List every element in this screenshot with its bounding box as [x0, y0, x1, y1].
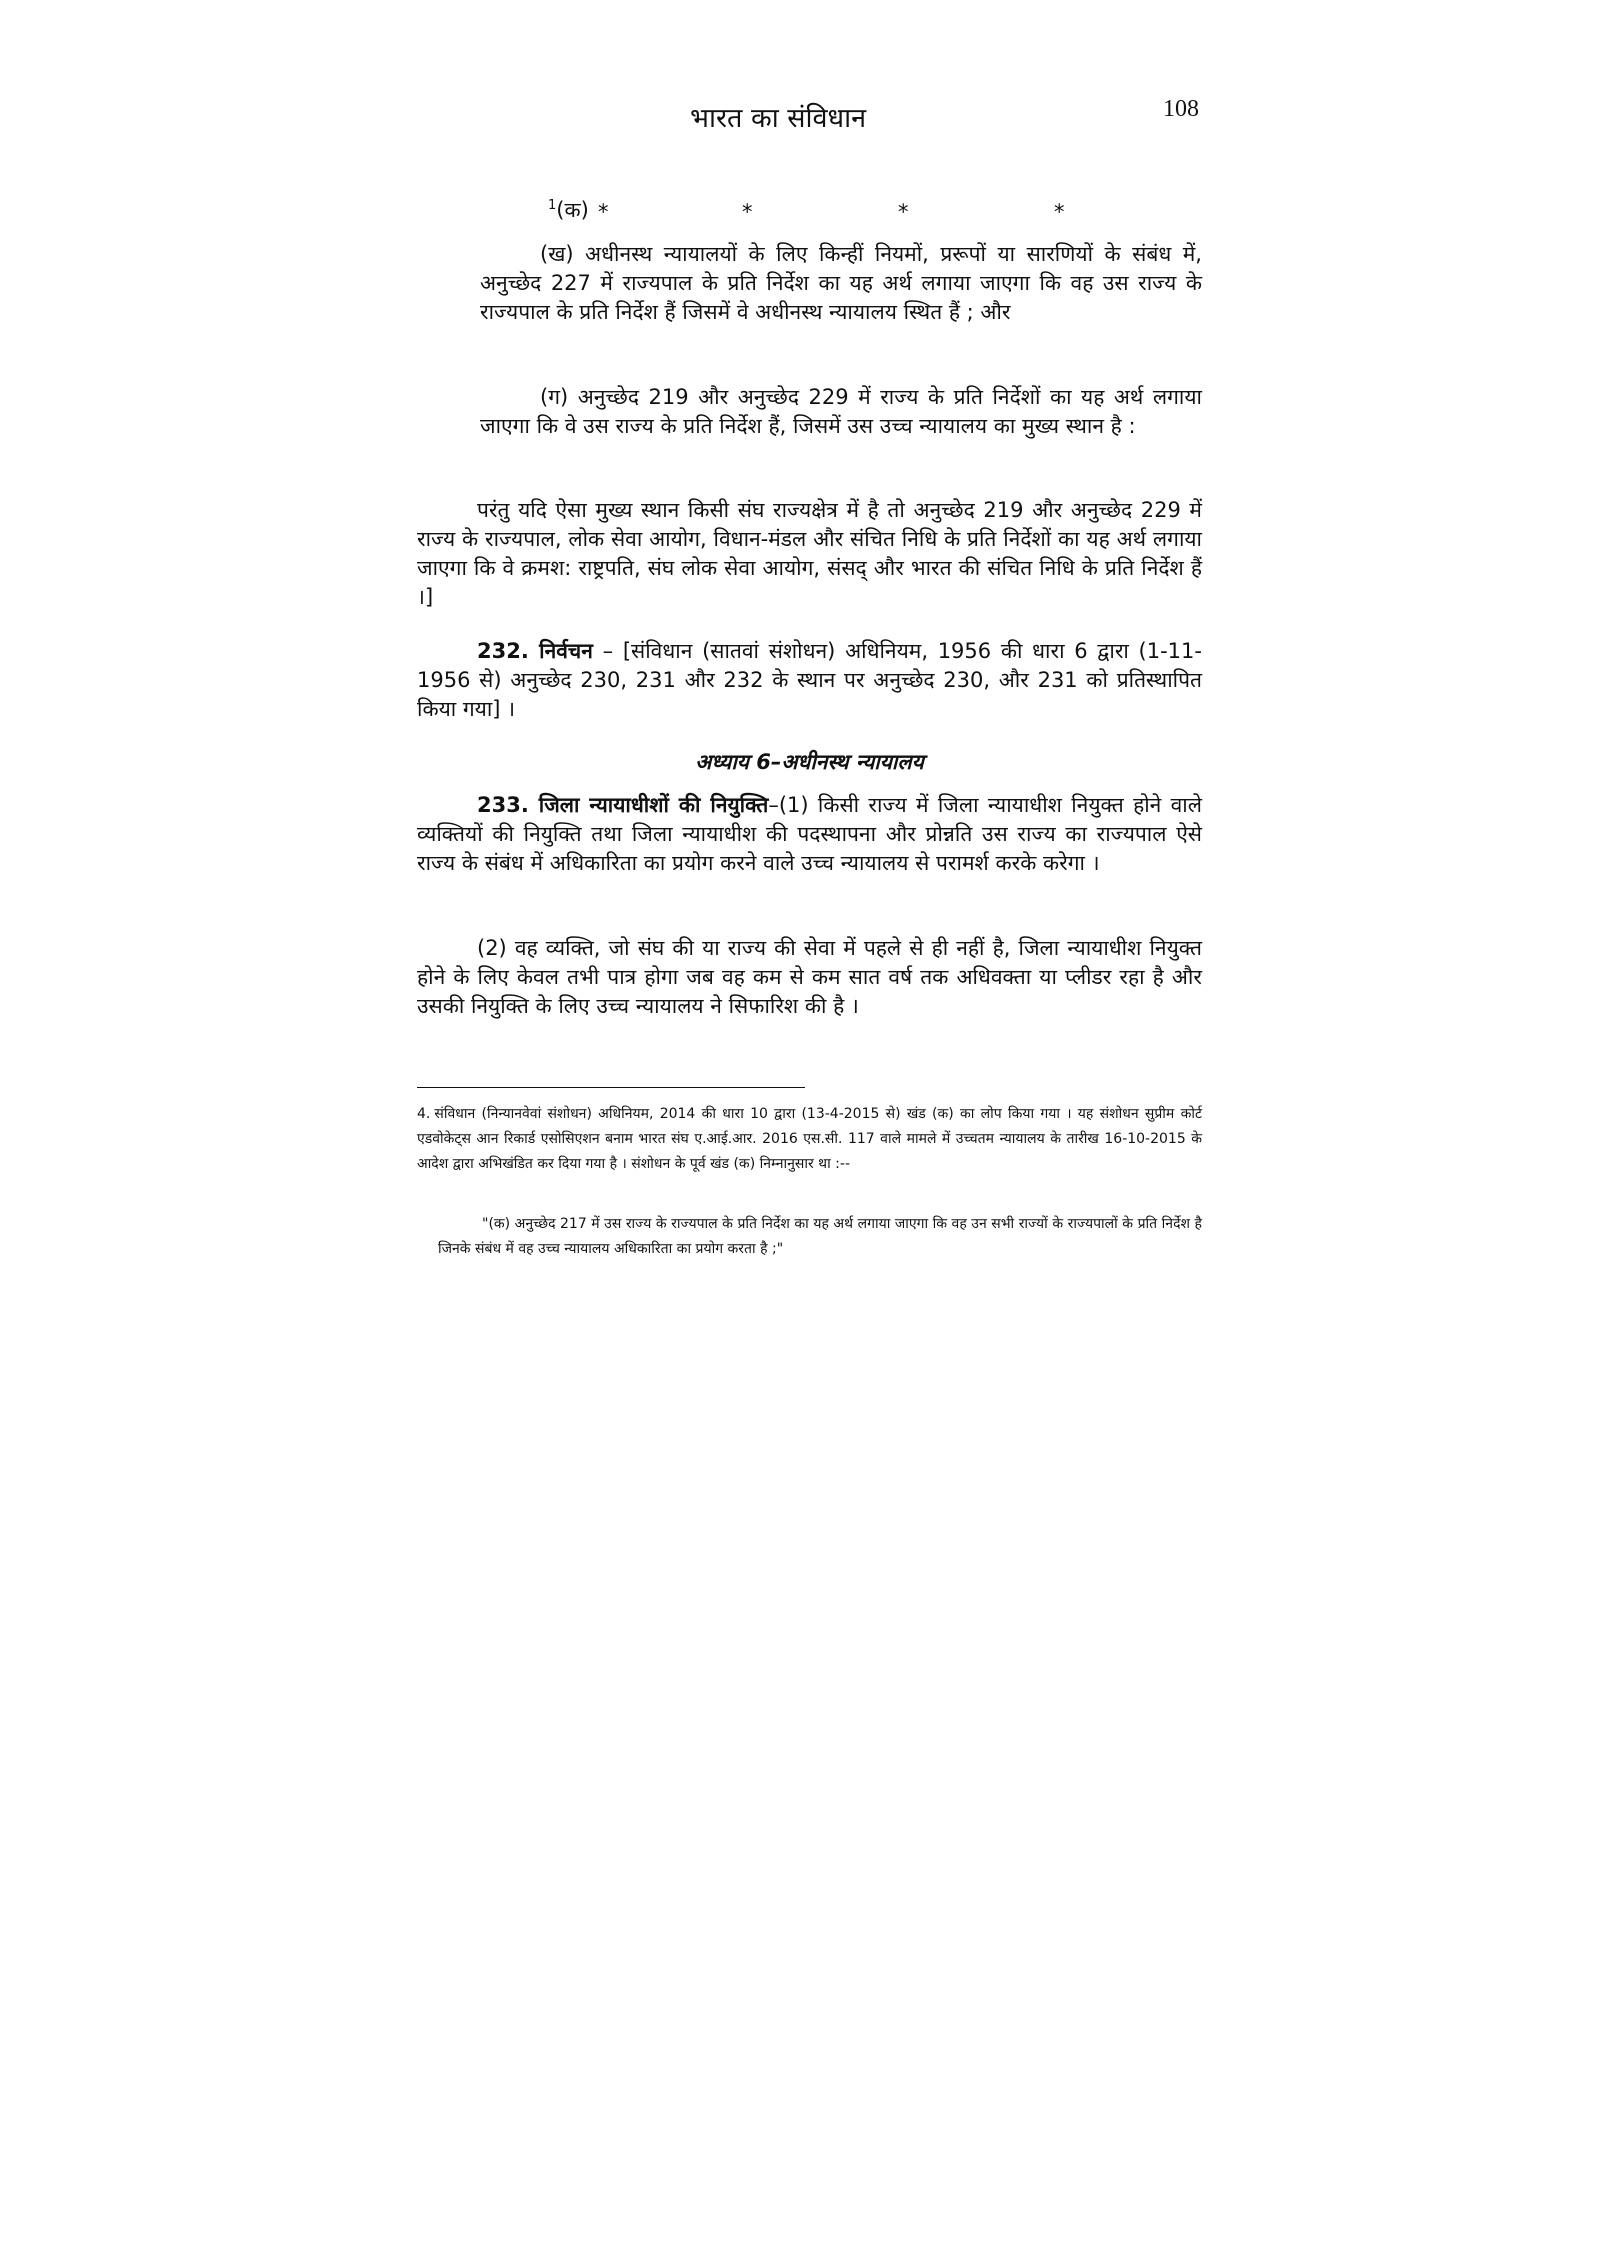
- article-233-clause-2: (2) वह व्यक्ति, जो संघ की या राज्य की सेवा में पहले से ही नहीं है, जिला न्यायाधीश नियुक्त होने के लिए केवल तभी पात्र होगा जब वह कम से कम सात वर्ष तक अधिवक्ता या प्लीडर रहा है और उसकी नियुक्ति के लिए उच्च न्यायालय ने सिफारिश की है ।: [417, 936, 1202, 1018]
- omission-star: *: [598, 200, 609, 224]
- footnote-marker[interactable]: 1: [548, 198, 557, 213]
- footnote-quote: "(क) अनुच्छेद 217 में उस राज्य के राज्यपाल के प्रति निर्देश का यह अर्थ लगाया जाएगा कि वह उन सभी राज्यों के राज्यपालों के प्रति निर्देश है जिनके संबंध में वह उच्च न्यायालय अधिकारिता का प्रयोग करता है ;": [438, 1216, 1202, 1257]
- page-number: 108: [1163, 96, 1199, 122]
- article-232-heading: 232. निर्वचन: [477, 639, 593, 663]
- omission-star: *: [742, 200, 753, 224]
- proviso: परंतु यदि ऐसा मुख्य स्थान किसी संघ राज्यक्षेत्र में है तो अनुच्छेद 219 और अनुच्छेद 229 में राज्य के राज्यपाल, लोक सेवा आयोग, विधान-मंडल और संचित निधि के प्रति निर्देशों का यह अर्थ लगाया जाएगा कि वे क्रमश: राष्ट्रपति, संघ लोक सेवा आयोग, संसद् और भारत की संचित निधि के प्रति निर्देश हैं ।]: [417, 498, 1202, 609]
- article-233-heading: 233. जिला न्यायाधीशों की नियुक्ति: [477, 793, 769, 817]
- clause-a-omitted: [548, 196, 589, 224]
- omission-star: *: [898, 200, 909, 224]
- article-232-text: – [संविधान (सातवां संशोधन) अधिनियम, 1956 की धारा 6 द्वारा (1-11-1956 से) अनुच्छेद 230, 231 और 232 के स्थान पर अनुच्छेद 230, और 231 को प्रतिस्थापित किया गया] ।: [417, 639, 1202, 721]
- article-233-clause-1-text: –(1) किसी राज्य में जिला न्यायाधीश नियुक्त होने वाले व्यक्तियों की नियुक्ति तथा जिला न्यायाधीश की पदस्थापना और प्रोन्नति उस राज्य का राज्यपाल ऐसे राज्य के संबंध में अधिकारिता का प्रयोग करने वाले उच्च न्यायालय से परामर्श करके करेगा ।: [417, 793, 1202, 875]
- chapter-heading: अध्याय 6–अधीनस्थ न्यायालय: [695, 750, 924, 774]
- clause-a-label: (क): [556, 198, 589, 222]
- page-title: भारत का संविधान: [690, 103, 867, 134]
- omission-star: *: [1054, 200, 1065, 224]
- clause-c: (ग) अनुच्छेद 219 और अनुच्छेद 229 में राज्य के प्रति निर्देशों का यह अर्थ लगाया जाएगा कि वे उस राज्य के प्रति निर्देश हैं, जिसमें उस उच्च न्यायालय का मुख्य स्थान है :: [480, 385, 1202, 438]
- footnote-text: संविधान (निन्यानवेवां संशोधन) अधिनियम, 2014 की धारा 10 द्वारा (13-4-2015 से) खंड (क) का लोप किया गया । यह संशोधन सुप्रीम कोर्ट एडवोकेट्स आन रिकार्ड एसोसिएशन बनाम भारत संघ ए.आई.आर. 2016 एस.सी. 117 वाले मामले में उच्चतम न्यायालय के तारीख 16-10-2015 के आदेश द्वारा अभिखंडित कर दिया गया है । संशोधन के पूर्व खंड (क) निम्नानुसार था :--: [417, 1106, 1202, 1172]
- article-233-clause-1: [417, 791, 1202, 878]
- footnote-number: 4.: [417, 1106, 431, 1122]
- footnote: [417, 1102, 1202, 1177]
- footnote-divider: [417, 1087, 805, 1088]
- article-232: [417, 637, 1202, 724]
- clause-b: (ख) अधीनस्थ न्यायालयों के लिए किन्हीं नियमों, प्ररूपों या सारणियों के संबंध में, अनुच्छेद 227 में राज्यपाल के प्रति निर्देश का यह अर्थ लगाया जाएगा कि वह उस राज्य के राज्यपाल के प्रति निर्देश हैं जिसमें वे अधीनस्थ न्यायालय स्थित हैं ; और: [480, 242, 1202, 324]
